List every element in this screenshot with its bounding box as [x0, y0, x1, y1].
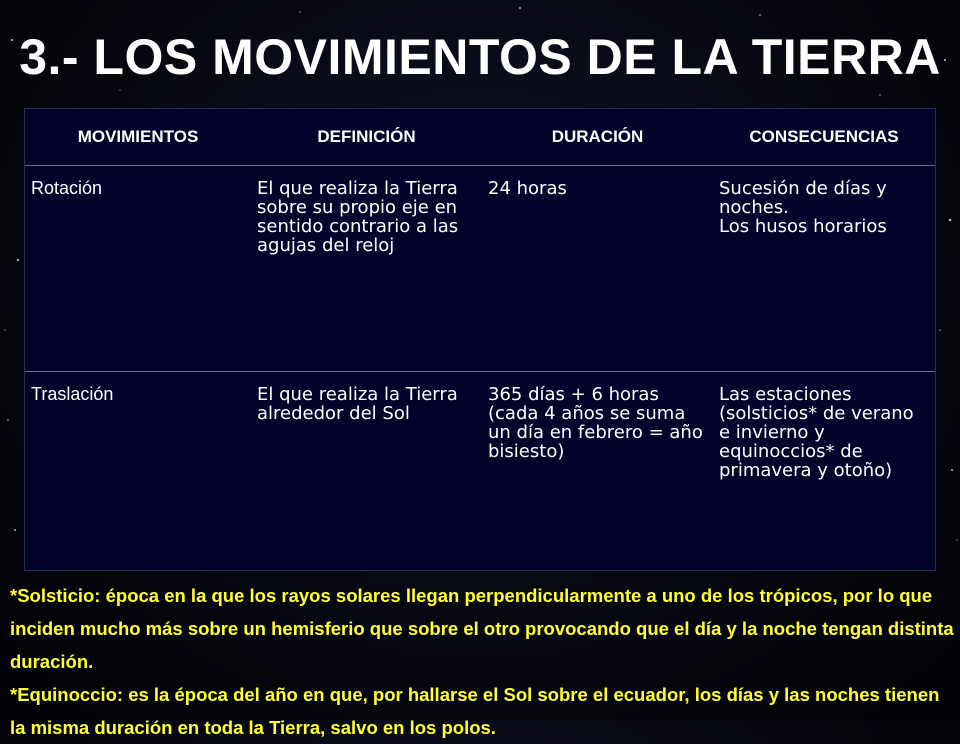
cell-definicion: El que realiza la Tierra sobre su propio eje en sentido contrario a las agujas del reloj [251, 166, 482, 372]
table-row-rotacion [25, 166, 935, 372]
cell-movimiento: Rotación [25, 166, 251, 372]
cell-consecuencias [713, 372, 935, 576]
movements-table [24, 108, 936, 571]
cell-movimiento: Traslación [31, 384, 114, 404]
table-header-row [25, 109, 935, 166]
note-solsticio: *Solsticio: época en la que los rayos solares llegan perpendicularmente a uno de los trópicos, por lo que inciden mucho más sobre un hemisferio que sobre el otro provocando que el día y la noche tengan distinta duración. [10, 585, 954, 672]
slide-title: 3.- LOS MOVIMIENTOS DE LA TIERRA [19, 29, 941, 85]
consecuencias-line: Sucesión de días y noches. [719, 178, 887, 218]
header-consecuencias: CONSECUENCIAS [713, 109, 935, 166]
cell-duracion: 24 horas [482, 166, 713, 372]
header-movimientos: MOVIMIENTOS [25, 109, 251, 166]
consecuencias-line: Las estaciones (solsticios* de verano e invierno y equinoccios* de primavera y otoño) [719, 384, 914, 481]
footnotes [10, 579, 955, 744]
table-row-traslacion [25, 372, 935, 576]
cell-duracion: 365 días + 6 horas (cada 4 años se suma un día en febrero = año bisiesto) [488, 384, 703, 462]
note-equinoccio: *Equinoccio: es la época del año en que, por hallarse el Sol sobre el ecuador, los días y las noches tienen la misma duración en toda la Tierra, salvo en los polos. [10, 684, 940, 738]
table [25, 109, 935, 575]
header-definicion: DEFINICIÓN [251, 109, 482, 166]
consecuencias-line: Los husos horarios [719, 216, 887, 237]
cell-consecuencias [713, 166, 935, 372]
cell-definicion: El que realiza la Tierra alrededor del Sol [257, 384, 458, 424]
header-duracion: DURACIÓN [482, 109, 713, 166]
